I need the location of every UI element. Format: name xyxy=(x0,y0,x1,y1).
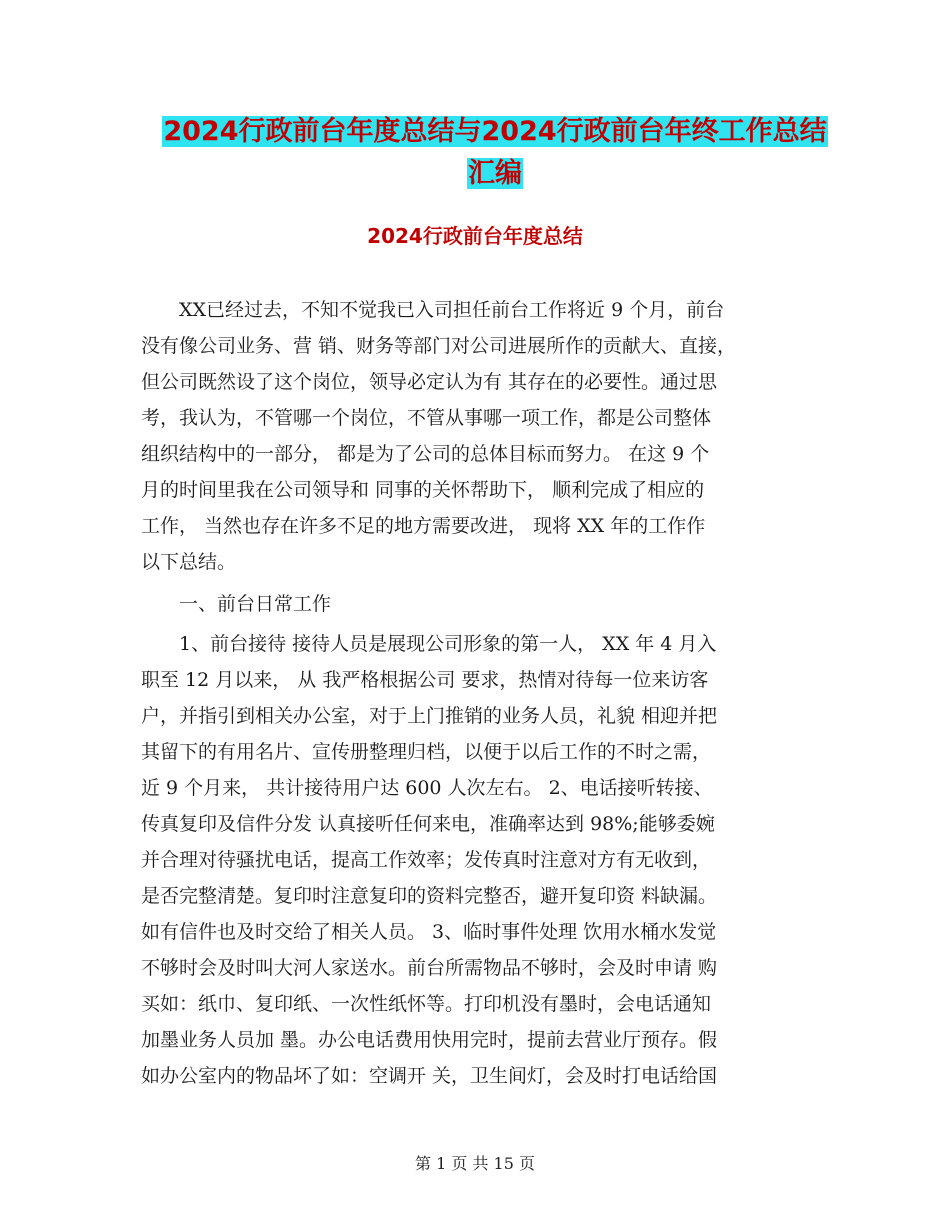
body-line: 其留下的有用名片、宣传册整理归档，以便于以后工作的不时之需， xyxy=(141,741,712,763)
body-line: 户，并指引到相关办公室，对于上门推销的业务人员，礼貌 相迎并把 xyxy=(141,705,718,727)
body-line: 职至 12 月以来， 从 我严格根据公司 要求，热情对待每一位来访客 xyxy=(141,669,709,691)
body-line: 并合理对待骚扰电话，提高工作效率；发传真时注意对方有无收到， xyxy=(141,849,712,871)
section-title: 2024行政前台年度总结 xyxy=(367,224,583,248)
document-title-highlight-2: 汇编 xyxy=(468,158,522,189)
body-line: 1、前台接待 接待人员是展现公司形象的第一人， XX 年 4 月入 xyxy=(141,633,717,655)
body-line: 如有信件也及时交给了相关人员。 3、临时事件处理 饮用水桶水发觉 xyxy=(141,921,717,943)
body-line: 买如：纸巾、复印纸、一次性纸怀等。打印机没有墨时，会电话通知 xyxy=(141,993,712,1015)
body-line: 考，我认为，不管哪一个岗位，不管从事哪一项工作，都是公司整体 xyxy=(141,407,712,429)
body-line: 不够时会及时叫大河人家送水。前台所需物品不够时，会及时申请 购 xyxy=(141,957,718,979)
body-line: 没有像公司业务、营 销、财务等部门对公司进展所作的贡献大、直接， xyxy=(141,335,737,357)
body-line: 工作， 当然也存在许多不足的地方需要改进， 现将 XX 年的工作作 xyxy=(141,515,706,537)
body-line: 月的时间里我在公司领导和 同事的关怀帮助下， 顺利完成了相应的 xyxy=(141,479,705,501)
document-title-line-2 xyxy=(140,154,850,194)
body-line: XX已经过去，不知不觉我已入司担任前台工作将近 9 个月，前台 xyxy=(141,299,725,321)
body-line: 是否完整清楚。复印时注意复印的资料完整否，避开复印资 料缺漏。 xyxy=(141,885,718,907)
body-line: 传真复印及信件分发 认真接听任何来电，准确率达到 98%;能够委婉 xyxy=(141,813,715,835)
body-line: 加墨业务人员加 墨。办公电话费用快用完时，提前去营业厅预存。假 xyxy=(141,1029,718,1051)
body-line: 近 9 个月来， 共计接待用户达 600 人次左右。 2、电话接听转接、 xyxy=(141,777,713,799)
page-number-footer: 第 1 页 共 15 页 xyxy=(415,1154,535,1173)
document-title-line-1 xyxy=(140,112,850,152)
body-line: 组织结构中的一部分， 都是为了公司的总体目标而努力。 在这 9 个 xyxy=(141,443,710,465)
body-line: 如办公室内的物品坏了如：空调开 关，卫生间灯，会及时打电话给国 xyxy=(141,1065,718,1087)
body-line: 以下总结。 xyxy=(141,551,237,573)
body-line: 一、前台日常工作 xyxy=(141,593,332,615)
body-line: 但公司既然设了这个岗位，领导必定认为有 其存在的必要性。通过思 xyxy=(141,371,718,393)
document-title-highlight-1: 2024行政前台年度总结与2024行政前台年终工作总结 xyxy=(163,116,827,147)
